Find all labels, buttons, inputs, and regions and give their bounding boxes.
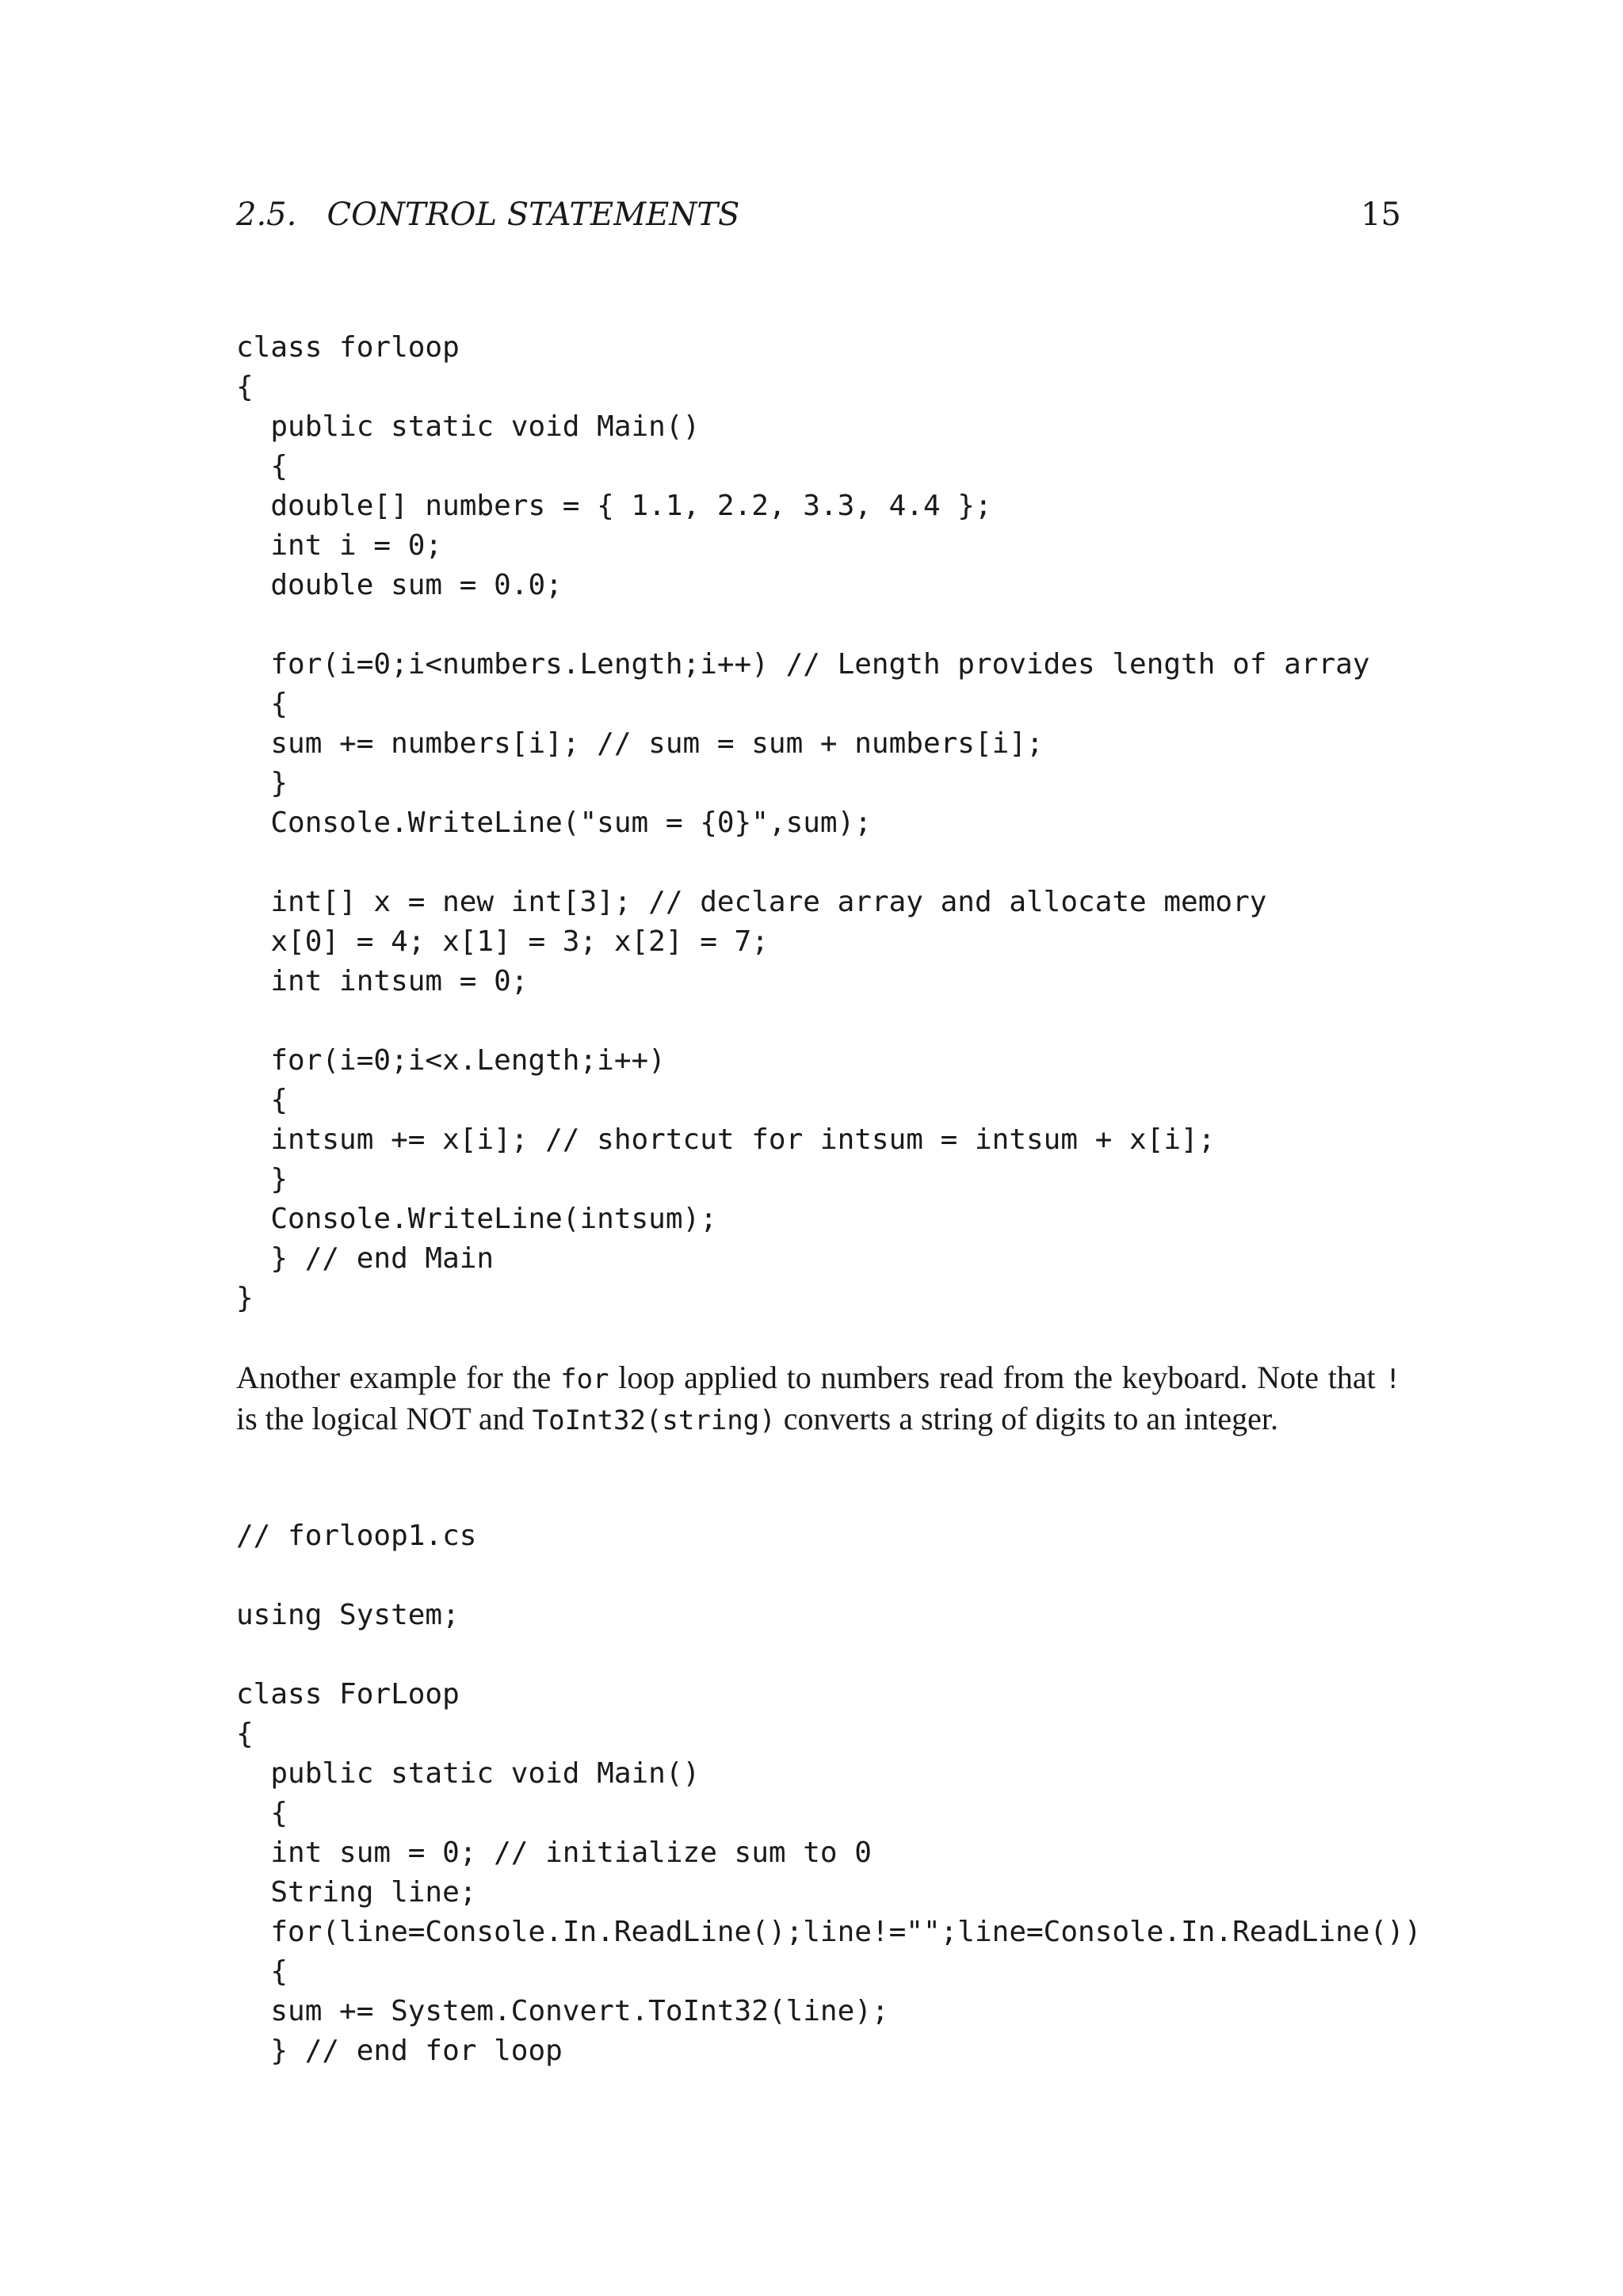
inline-code-toint32: ToInt32(string) [532,1405,776,1436]
inline-code-not: ! [1384,1363,1401,1395]
paragraph-text-2: loop applied to numbers read from the keyboard. Note that [609,1360,1385,1395]
paragraph-text-1: Another example for the [236,1360,561,1395]
section-title: 2.5. CONTROL STATEMENTS [236,196,740,233]
running-head [236,196,1401,244]
inline-code-for: for [560,1363,609,1395]
paragraph-text-3: is the logical NOT and [236,1401,533,1436]
body-paragraph [236,1358,1401,1440]
paragraph-text-4: converts a string of digits to an integer. [775,1401,1279,1436]
code-listing-forloop1: // forloop1.cs using System; class ForLoop { public static void Main() { int sum = 0; // initialize sum to 0 String line; for(line=Console.In.ReadLine();line!="";line=Console.In.ReadLine()) { sum += System.Convert.ToInt32(line); } // end for loop [236,1520,1422,2067]
page-number: 15 [1361,196,1401,233]
code-listing-forloop: class forloop { public static void Main() { double[] numbers = { 1.1, 2.2, 3.3, 4.4 }; int i = 0; double sum = 0.0; for(i=0;i<numbers.Length;i++) // Length provides length of array { sum += numbers[i]; // sum = sum + numbers[i]; } Console.WriteLine("sum = {0}",sum); int[] x = new int[3]; // declare array and allocate memory x[0] = 4; x[1] = 3; x[2] = 7; int intsum = 0; for(i=0;i<x.Length;i++) { intsum += x[i]; // shortcut for intsum = intsum + x[i]; } Console.WriteLine(intsum); } // end Main } [236,331,1370,1314]
